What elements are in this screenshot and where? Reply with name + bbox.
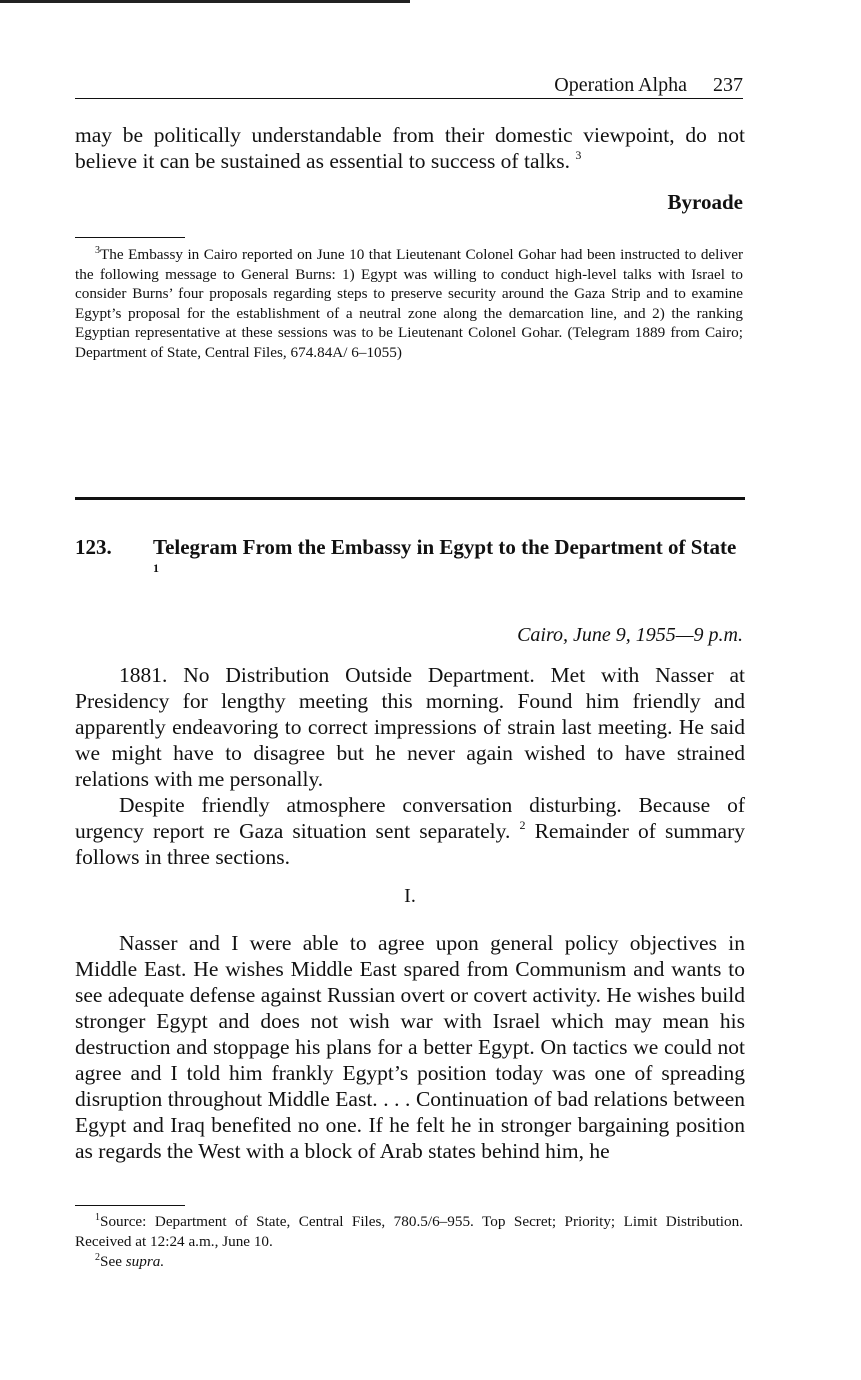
footnote-2-italic: supra.: [125, 1253, 165, 1270]
note-ref-3: 3: [575, 148, 582, 162]
paragraph-1: 1881. No Distribution Outside Department. Met with Nasser at Presidency for lengthy meeting this morning. Found him friendly and apparently endeavoring to correct impressions of strain last meeting. He said we might have to disagree but he never again wished to have strained relations with me personally.: [75, 663, 745, 791]
carryover-text: may be politically understandable from their domestic viewpoint, do not believe it can be sustained as essential to success of talks.: [75, 123, 745, 173]
footnote-1: [75, 1212, 743, 1251]
paragraph-3: Nasser and I were able to agree upon general policy objectives in Middle East. He wishes Middle East spared from Communism and wants to see adequate defense against Russian overt or covert activity. He wishes build stronger Egypt and does not wish war with Israel which may mean his destruction and stoppage his plans for a better Egypt. On tactics we could not agree and I told him frankly Egypt’s position today was one of spreading disruption throughout Middle East. . . . Continuation of bad relations between Egypt and Iraq benefited no one. If he felt he in stronger bargaining position as regards the West with a block of Arab states behind him, he: [75, 931, 745, 1163]
carryover-paragraph: [75, 122, 745, 174]
document-title-text: Telegram From the Embassy in Egypt to the Department of State: [153, 535, 737, 559]
footnote-2-marker: 2: [95, 1252, 100, 1263]
paragraph-2-end: Remainder of summary follows in three sections.: [75, 819, 746, 869]
footnote-3: [75, 245, 743, 362]
footnote-3-marker: 3: [95, 245, 100, 256]
signature: Byroade: [667, 190, 743, 214]
document-number: 123.: [75, 535, 112, 559]
section-heading: I.: [404, 885, 416, 907]
page-number: 237: [713, 74, 743, 96]
top-edge-rule: [0, 0, 410, 3]
running-header: [75, 72, 743, 99]
note-ref-2: 2: [519, 818, 526, 832]
footnote-rule-bottom: [75, 1205, 185, 1206]
document-separator-rule: [75, 497, 745, 500]
document-title: [153, 534, 743, 588]
footnote-2: [75, 1252, 743, 1272]
note-ref-1: 1: [153, 561, 159, 575]
paragraph-2: [75, 792, 745, 870]
footnote-rule-top: [75, 237, 185, 238]
dateline: Cairo, June 9, 1955—9 p.m.: [517, 624, 743, 646]
header-title: Operation Alpha: [554, 74, 687, 96]
footnote-1-text: Source: Department of State, Central Files, 780.5/6–955. Top Secret; Priority; Limit Distribution. Received at 12:24 a.m., June 10.: [75, 1213, 743, 1250]
paragraph-2-start: Despite friendly atmosphere conversation disturbing. Because of urgency report re Gaza situation sent separately.: [75, 793, 745, 843]
footnote-3-text: The Embassy in Cairo reported on June 10 that Lieutenant Colonel Gohar had been instructed to deliver the following message to General Burns: 1) Egypt was willing to conduct high-level talks with Israel to consider Burns’ four proposals regarding steps to preserve security around the Gaza Strip and to examine Egypt’s proposal for the establishment of a neutral zone along the demarcation line, and 2) the ranking Egyptian representative at these sessions was to be Lieutenant Colonel Gohar. (Telegram 1889 from Cairo; Department of State, Central Files, 674.84A/ 6–1055): [75, 246, 743, 361]
footnote-1-marker: 1: [95, 1212, 100, 1223]
footnote-2-text: See: [100, 1253, 122, 1270]
